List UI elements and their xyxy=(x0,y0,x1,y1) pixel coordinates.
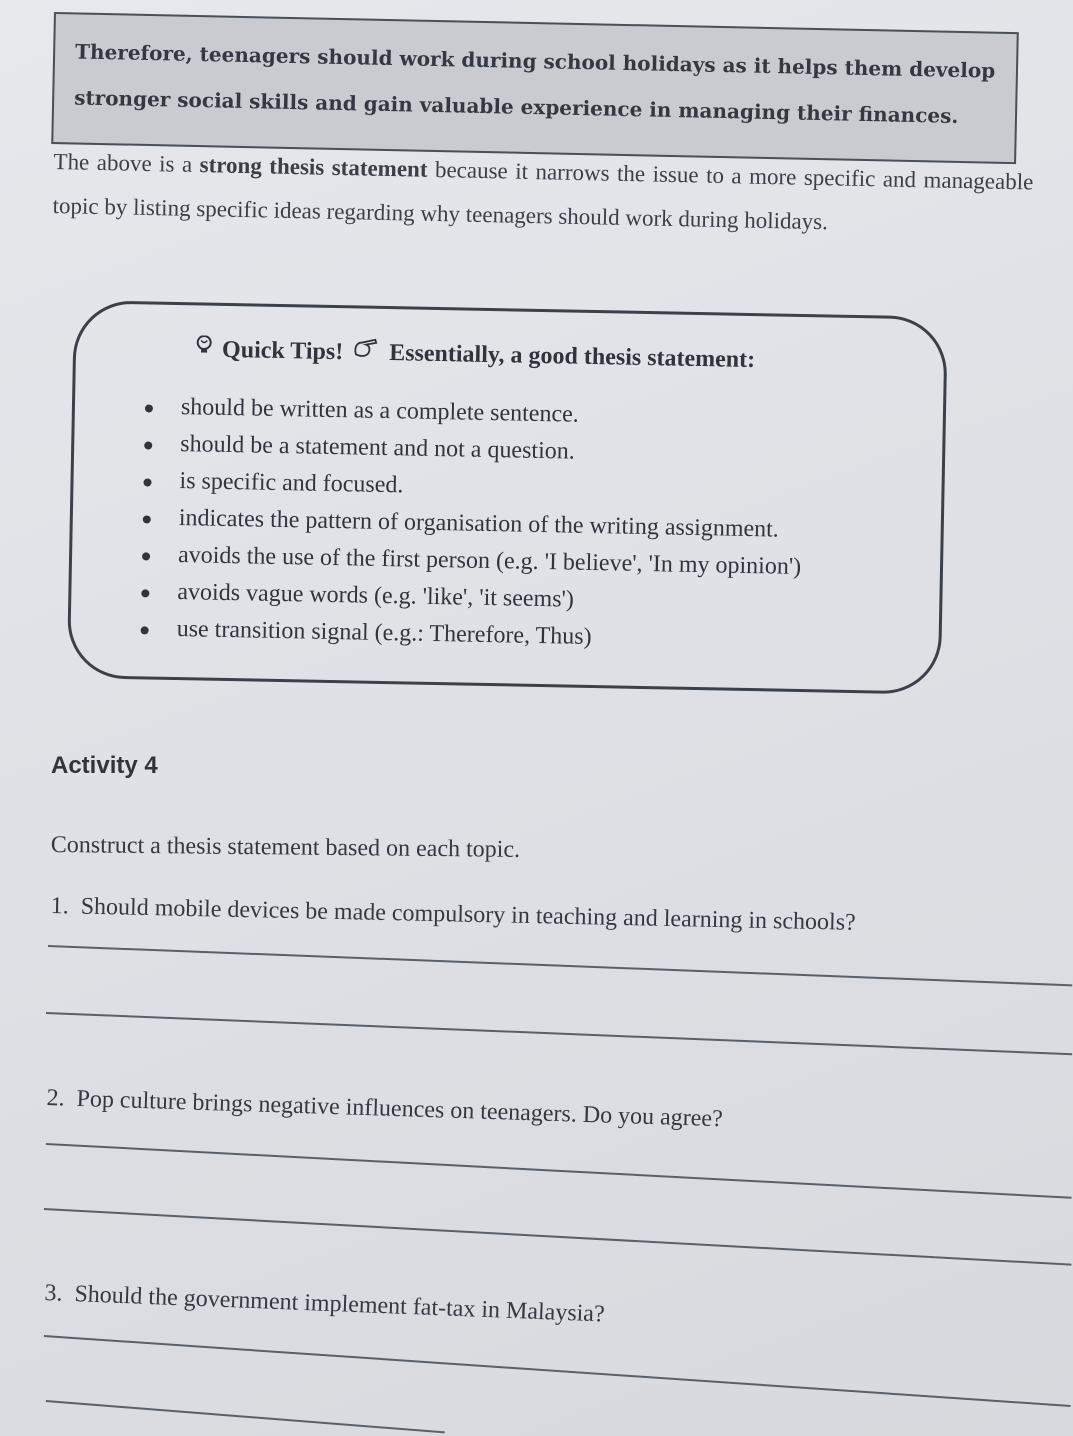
question-text: Should the government implement fat-tax in Malaysia? xyxy=(73,1281,606,1328)
answer-line[interactable] xyxy=(46,1012,1072,1055)
quick-tips-box xyxy=(67,300,948,695)
question-number: 3. xyxy=(44,1280,63,1307)
quick-tips-subheading: Essentially, a good thesis statement: xyxy=(388,340,756,374)
tip-text: should be written as a complete sentence. xyxy=(180,394,580,428)
bullet-icon xyxy=(145,404,153,412)
tip-text: avoids the use of the first person (e.g. 'I believe', 'In my opinion') xyxy=(177,542,802,581)
question-number: 1. xyxy=(50,893,69,920)
question-1 xyxy=(50,893,856,937)
quick-tips-label: Quick Tips! xyxy=(221,336,344,366)
explanation-text-1: The above is a xyxy=(53,148,200,178)
tip-text: should be a statement and not a question. xyxy=(180,431,576,465)
activity-instruction: Construct a thesis statement based on each topic. xyxy=(50,832,521,863)
activity-title: Activity 4 xyxy=(51,752,158,779)
thesis-example-box xyxy=(51,12,1019,164)
bullet-icon xyxy=(143,478,151,486)
tip-text: use transition signal (e.g.: Therefore, Thus) xyxy=(176,616,592,650)
pointing-hand-icon xyxy=(349,336,384,365)
explanation-text-2: because it narrows the issue to a more specific and manageable topic by listing specific ideas regarding why teenagers should work during holidays. xyxy=(52,156,1034,235)
bullet-icon xyxy=(141,626,149,634)
question-3 xyxy=(44,1280,605,1328)
answer-line[interactable] xyxy=(44,1335,1071,1407)
answer-line[interactable] xyxy=(48,945,1072,986)
tip-text: indicates the pattern of organisation of the writing assignment. xyxy=(178,505,780,543)
quick-tips-list xyxy=(140,388,804,660)
question-text: Pop culture brings negative influences on teenagers. Do you agree? xyxy=(76,1085,724,1133)
tip-text: is specific and focused. xyxy=(179,468,404,499)
bullet-icon xyxy=(141,589,149,597)
question-text: Should mobile devices be made compulsory in teaching and learning in schools? xyxy=(80,893,856,936)
answer-line[interactable] xyxy=(46,1400,445,1433)
lightbulb-icon xyxy=(192,335,216,361)
answer-line[interactable] xyxy=(46,1143,1072,1199)
explanation-bold-term: strong thesis statement xyxy=(199,152,428,182)
quick-tips-heading xyxy=(192,333,756,374)
bullet-icon xyxy=(144,441,152,449)
bullet-icon xyxy=(143,515,151,523)
tip-text: avoids vague words (e.g. 'like', 'it seems') xyxy=(177,579,575,613)
thesis-example-line-1: Therefore, teenagers should work during school holidays as it helps them develop xyxy=(74,39,996,83)
thesis-example-line-2: stronger social skills and gain valuable experience in managing their finances. xyxy=(73,85,959,128)
bullet-icon xyxy=(142,552,150,560)
question-number: 2. xyxy=(46,1085,65,1112)
question-2 xyxy=(46,1085,723,1133)
answer-line[interactable] xyxy=(44,1208,1072,1266)
